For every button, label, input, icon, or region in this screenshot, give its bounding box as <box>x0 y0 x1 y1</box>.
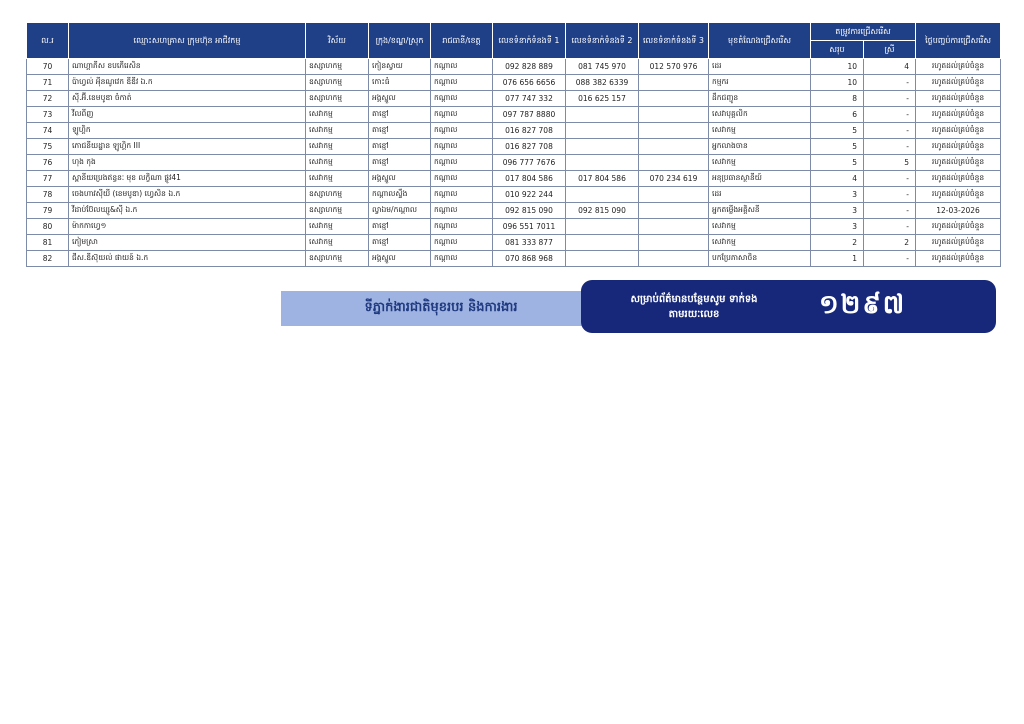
cell-district: តាខ្មៅ <box>369 235 431 251</box>
cell-no: 79 <box>27 203 69 219</box>
cell-district: តាខ្មៅ <box>369 123 431 139</box>
cell-position: កម្មករ <box>709 75 811 91</box>
cell-female: 2 <box>864 235 916 251</box>
cell-name: ប៉ាហ្វល់ អុីនណូវេក ឌីឌីវ ឯ.ក <box>69 75 306 91</box>
cell-deadline: រហូតដល់គ្រប់ចំនួន <box>916 123 1001 139</box>
cell-no: 70 <box>27 59 69 75</box>
cell-district: អង្គស្នួល <box>369 251 431 267</box>
cell-province: កណ្ដាល <box>431 219 493 235</box>
cell-name: ម៉ាកកាហ្វេ១ <box>69 219 306 235</box>
cell-province: កណ្ដាល <box>431 75 493 91</box>
cell-province: កណ្ដាល <box>431 59 493 75</box>
cell-position: សេវាកម្ម <box>709 235 811 251</box>
cell-phone2: 016 625 157 <box>566 91 639 107</box>
cell-total: 4 <box>811 171 864 187</box>
cell-sector: ឧស្សាហកម្ម <box>306 187 369 203</box>
cell-female: - <box>864 123 916 139</box>
cell-phone3: 012 570 976 <box>639 59 709 75</box>
cell-position: សេវាបុគ្គលិក <box>709 107 811 123</box>
cell-district: ល្វាឯម/កណ្ដាល <box>369 203 431 219</box>
cell-phone1: 010 922 244 <box>493 187 566 203</box>
cell-no: 73 <box>27 107 69 123</box>
cell-deadline: 12-03-2026 <box>916 203 1001 219</box>
cell-phone1: 097 787 8880 <box>493 107 566 123</box>
cell-phone2 <box>566 107 639 123</box>
cell-name: វីលពីញ <box>69 107 306 123</box>
cell-no: 82 <box>27 251 69 267</box>
cell-phone1: 017 804 586 <box>493 171 566 187</box>
cell-phone2: 088 382 6339 <box>566 75 639 91</box>
cell-total: 1 <box>811 251 864 267</box>
cell-total: 3 <box>811 219 864 235</box>
cell-phone1: 016 827 708 <box>493 139 566 155</box>
cell-female: - <box>864 171 916 187</box>
table-row <box>27 235 1001 251</box>
cell-name: ហុង កុង <box>69 155 306 171</box>
table-row <box>27 75 1001 91</box>
header-total: សរុប <box>811 41 864 59</box>
cell-position: សេវាកម្ម <box>709 219 811 235</box>
cell-district: តាខ្មៅ <box>369 139 431 155</box>
cell-no: 74 <box>27 123 69 139</box>
cell-deadline: រហូតដល់គ្រប់ចំនួន <box>916 75 1001 91</box>
cell-phone1: 016 827 708 <box>493 123 566 139</box>
cell-female: - <box>864 203 916 219</box>
cell-deadline: រហូតដល់គ្រប់ចំនួន <box>916 251 1001 267</box>
cell-district: អង្គស្នួល <box>369 171 431 187</box>
cell-district: កណ្ដាលស្ទឹង <box>369 187 431 203</box>
cell-total: 3 <box>811 203 864 219</box>
cell-deadline: រហូតដល់គ្រប់ចំនួន <box>916 91 1001 107</box>
cell-total: 5 <box>811 123 864 139</box>
cell-phone2 <box>566 155 639 171</box>
cell-total: 5 <box>811 139 864 155</box>
cell-phone2: 092 815 090 <box>566 203 639 219</box>
table-row <box>27 59 1001 75</box>
cell-phone2 <box>566 235 639 251</box>
cell-province: កណ្ដាល <box>431 235 493 251</box>
cell-name: ណាហ្គាភីស ខបភើរេសិន <box>69 59 306 75</box>
cell-name: ចេងហាវស៊ីយី (ខេមបូឌា) ហ្វេសិន ឯ.ក <box>69 187 306 203</box>
cell-district: តាខ្មៅ <box>369 107 431 123</box>
header-quantity: តម្រូវការជ្រើសរើស <box>811 23 916 41</box>
table-row <box>27 219 1001 235</box>
cell-sector: សេវាកម្ម <box>306 155 369 171</box>
cell-no: 78 <box>27 187 69 203</box>
table-body <box>27 59 1001 267</box>
cell-district: តាខ្មៅ <box>369 219 431 235</box>
table-row <box>27 171 1001 187</box>
cell-phone1: 077 747 332 <box>493 91 566 107</box>
header-district: ក្រុង/ខណ្ឌ/ស្រុក <box>369 23 431 59</box>
header-no: ល.រ <box>27 23 69 59</box>
cell-phone1: 076 656 6656 <box>493 75 566 91</box>
cell-sector: ឧស្សាហកម្ម <box>306 251 369 267</box>
cell-phone3 <box>639 219 709 235</box>
agency-name: ទីភ្នាក់ងារជាតិមុខរបរ និងការងារ <box>364 300 518 315</box>
cell-deadline: រហូតដល់គ្រប់ចំនួន <box>916 59 1001 75</box>
cell-sector: ឧស្សាហកម្ម <box>306 59 369 75</box>
cell-name: ភៀមស្រា <box>69 235 306 251</box>
header-position: មុខតំណែងជ្រើសរើស <box>709 23 811 59</box>
cell-phone1: 092 815 090 <box>493 203 566 219</box>
cell-female: - <box>864 219 916 235</box>
cell-phone3 <box>639 123 709 139</box>
table-row <box>27 187 1001 203</box>
cell-deadline: រហូតដល់គ្រប់ចំនួន <box>916 235 1001 251</box>
cell-female: - <box>864 139 916 155</box>
cell-phone3 <box>639 251 709 267</box>
cell-district: អង្គស្នួល <box>369 91 431 107</box>
cell-no: 72 <box>27 91 69 107</box>
header-company-name: ឈ្មោះសហគ្រាស ក្រុមហ៊ុន អាជីវកម្ម <box>69 23 306 59</box>
cell-phone1: 081 333 877 <box>493 235 566 251</box>
cell-deadline: រហូតដល់គ្រប់ចំនួន <box>916 187 1001 203</box>
hotline-number: ១២៩៧ <box>819 289 907 320</box>
cell-position: បកប្រែភាសាចិន <box>709 251 811 267</box>
cell-province: កណ្ដាល <box>431 171 493 187</box>
cell-phone1: 096 777 7676 <box>493 155 566 171</box>
cell-no: 76 <box>27 155 69 171</box>
cell-female: - <box>864 251 916 267</box>
cell-phone2 <box>566 219 639 235</box>
cell-total: 3 <box>811 187 864 203</box>
cell-province: កណ្ដាល <box>431 91 493 107</box>
cell-total: 5 <box>811 155 864 171</box>
cell-district: តាខ្មៅ <box>369 155 431 171</box>
cell-phone3 <box>639 107 709 123</box>
cell-phone2: 017 804 586 <box>566 171 639 187</box>
cell-phone2 <box>566 251 639 267</box>
cell-position: អ្នកលាងចាន <box>709 139 811 155</box>
agency-banner <box>281 291 601 326</box>
cell-sector: ឧស្សាហកម្ម <box>306 75 369 91</box>
cell-female: 4 <box>864 59 916 75</box>
cell-province: កណ្ដាល <box>431 123 493 139</box>
cell-phone3 <box>639 91 709 107</box>
hotline-banner <box>581 280 996 333</box>
header-sector: វិស័យ <box>306 23 369 59</box>
cell-phone2 <box>566 139 639 155</box>
cell-total: 2 <box>811 235 864 251</box>
cell-position: សេវាកម្ម <box>709 123 811 139</box>
cell-phone3 <box>639 139 709 155</box>
cell-phone2 <box>566 123 639 139</box>
cell-sector: សេវាកម្ម <box>306 123 369 139</box>
cell-sector: សេវាកម្ម <box>306 235 369 251</box>
cell-province: កណ្ដាល <box>431 107 493 123</box>
cell-position: ដេរ <box>709 59 811 75</box>
cell-province: កណ្ដាល <box>431 203 493 219</box>
cell-phone3 <box>639 235 709 251</box>
cell-sector: ឧស្សាហកម្ម <box>306 91 369 107</box>
cell-total: 10 <box>811 59 864 75</box>
table-row <box>27 251 1001 267</box>
table-row <box>27 155 1001 171</box>
cell-name: ស្ពានីយប្រេងឥន្ធនៈ មុខ លក្ខិណា ផ្លូវ41 <box>69 171 306 187</box>
job-listings-table-container <box>26 22 1000 267</box>
cell-total: 10 <box>811 75 864 91</box>
table-row <box>27 139 1001 155</box>
job-listings-table <box>26 22 1001 267</box>
cell-name: ជីស.ឌីស៊ុយល់ ផាយន៍ ឯ.ក <box>69 251 306 267</box>
cell-district: កោះធំ <box>369 75 431 91</box>
table-row <box>27 123 1001 139</box>
cell-female: 5 <box>864 155 916 171</box>
header-phone-3: លេខទំនាក់ទំនងទី 3 <box>639 23 709 59</box>
cell-phone2: 081 745 970 <box>566 59 639 75</box>
cell-female: - <box>864 107 916 123</box>
header-deadline: ថ្ងៃបញ្ចប់ការជ្រើសរើស <box>916 23 1001 59</box>
cell-deadline: រហូតដល់គ្រប់ចំនួន <box>916 139 1001 155</box>
cell-phone3 <box>639 187 709 203</box>
table-row <box>27 203 1001 219</box>
cell-name: ឡូហ្គិក <box>69 123 306 139</box>
cell-position: អ្នកតម្លើងអគ្គិសនី <box>709 203 811 219</box>
table-row <box>27 107 1001 123</box>
cell-name: ភោជនីយដ្ឋាន ឡូហ្គិក III <box>69 139 306 155</box>
cell-phone1: 070 868 968 <box>493 251 566 267</box>
cell-sector: ឧស្សាហកម្ម <box>306 203 369 219</box>
cell-phone3 <box>639 155 709 171</box>
cell-total: 6 <box>811 107 864 123</box>
hotline-info-text: សម្រាប់ព័ត៌មានបន្ថែមសូម ទាក់ទងតាមរយៈលេខ <box>630 293 758 320</box>
cell-sector: សេវាកម្ម <box>306 107 369 123</box>
cell-no: 80 <box>27 219 69 235</box>
cell-deadline: រហូតដល់គ្រប់ចំនួន <box>916 219 1001 235</box>
table-row <box>27 91 1001 107</box>
header-female: ស្រី <box>864 41 916 59</box>
header-phone-1: លេខទំនាក់ទំនងទី 1 <box>493 23 566 59</box>
cell-position: សេវាកម្ម <box>709 155 811 171</box>
cell-phone3 <box>639 75 709 91</box>
header-phone-2: លេខទំនាក់ទំនងទី 2 <box>566 23 639 59</box>
cell-name: ស៊ី.អ៊ី.ខេមបូឌា ចំកាត់ <box>69 91 306 107</box>
cell-province: កណ្ដាល <box>431 187 493 203</box>
cell-female: - <box>864 75 916 91</box>
cell-deadline: រហូតដល់គ្រប់ចំនួន <box>916 155 1001 171</box>
cell-phone1: 096 551 7011 <box>493 219 566 235</box>
cell-sector: សេវាកម្ម <box>306 171 369 187</box>
cell-position: ដឹកជញ្ជូន <box>709 91 811 107</box>
cell-position: អនុប្រធានស្ថានីយ៍ <box>709 171 811 187</box>
cell-total: 8 <box>811 91 864 107</box>
cell-position: ដេរ <box>709 187 811 203</box>
cell-no: 77 <box>27 171 69 187</box>
cell-female: - <box>864 187 916 203</box>
cell-deadline: រហូតដល់គ្រប់ចំនួន <box>916 107 1001 123</box>
cell-no: 71 <box>27 75 69 91</box>
cell-sector: សេវាកម្ម <box>306 139 369 155</box>
cell-district: កៀនស្វាយ <box>369 59 431 75</box>
cell-sector: សេវាកម្ម <box>306 219 369 235</box>
cell-phone3: 070 234 619 <box>639 171 709 187</box>
cell-female: - <box>864 91 916 107</box>
cell-no: 81 <box>27 235 69 251</box>
header-province: រាជធានី/ខេត្ត <box>431 23 493 59</box>
cell-phone1: 092 828 889 <box>493 59 566 75</box>
cell-province: កណ្ដាល <box>431 251 493 267</box>
cell-province: កណ្ដាល <box>431 155 493 171</box>
cell-no: 75 <box>27 139 69 155</box>
cell-province: កណ្ដាល <box>431 139 493 155</box>
cell-phone3 <box>639 203 709 219</box>
cell-phone2 <box>566 187 639 203</box>
cell-deadline: រហូតដល់គ្រប់ចំនួន <box>916 171 1001 187</box>
cell-name: វីដាប់ប៊ែលឃ្សូ&ស៊ី ឯ.ក <box>69 203 306 219</box>
